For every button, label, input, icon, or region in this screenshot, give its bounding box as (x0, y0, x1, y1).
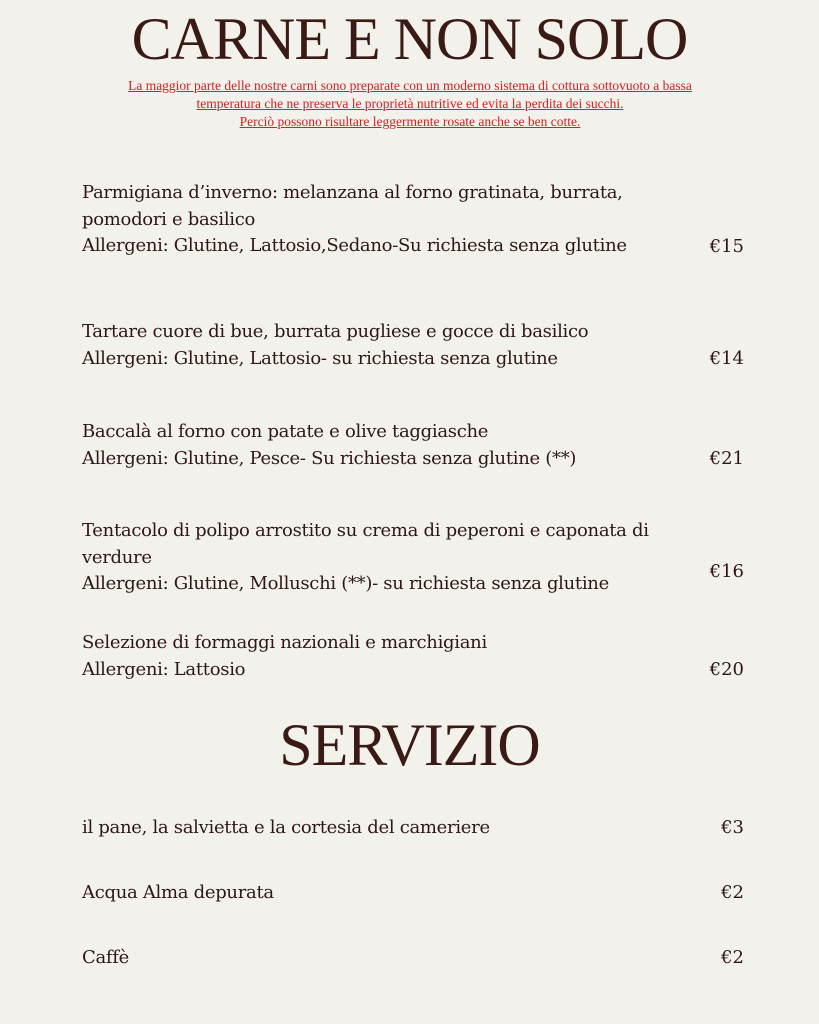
menu-item-description: Tentacolo di polipo arrostito su crema di peperoni e caponata di verdure (82, 520, 649, 568)
cooking-notice-note: Perciò possono risultare leggermente rosate anche se ben cotte. (239, 114, 581, 129)
service-item (82, 880, 682, 907)
service-item-label: Acqua Alma depurata (82, 882, 274, 903)
service-item-price: €2 (721, 947, 744, 968)
menu-item-allergens: Allergeni: Glutine, Molluschi (**)- su richiesta senza glutine (82, 573, 609, 594)
menu-item-price: €16 (709, 561, 744, 582)
menu-item (82, 518, 672, 598)
menu-item-price: €20 (709, 659, 744, 680)
menu-item-price: €15 (709, 236, 744, 257)
menu-item-description: Baccalà al forno con patate e olive taggiasche (82, 421, 489, 442)
service-item-label: il pane, la salvietta e la cortesia del cameriere (82, 817, 490, 838)
service-item-price: €3 (721, 817, 744, 838)
service-title: SERVIZIO (279, 712, 540, 778)
menu-item-allergens: Allergeni: Glutine, Lattosio- su richiesta senza glutine (82, 347, 558, 369)
menu-item (82, 630, 682, 683)
service-item-price: €2 (721, 882, 744, 903)
page-title: CARNE E NON SOLO (131, 6, 688, 72)
service-item-label: Caffè (82, 947, 129, 968)
cooking-notice-text: La maggior parte delle nostre carni sono preparate con un moderno sistema di cottura sottovuoto a bassa temperatura che ne preserva le proprietà nutritive ed evita la perdita dei succhi. (128, 78, 692, 111)
menu-item-price: €14 (709, 348, 744, 369)
menu-item-description: Selezione di formaggi nazionali e marchigiani (82, 632, 487, 653)
cooking-notice (95, 77, 725, 131)
menu-item (82, 319, 682, 372)
menu-item (82, 180, 642, 260)
menu-item-allergens: Allergeni: Lattosio (82, 658, 246, 680)
menu-item (82, 419, 682, 472)
menu-item-description: Tartare cuore di bue, burrata pugliese e gocce di basilico (82, 321, 589, 342)
service-item (82, 815, 682, 842)
service-item (82, 945, 682, 972)
menu-item-allergens: Allergeni: Glutine, Lattosio,Sedano-Su richiesta senza glutine (82, 235, 627, 256)
menu-item-price: €21 (709, 448, 744, 469)
menu-item-description: Parmigiana d’inverno: melanzana al forno gratinata, burrata, pomodori e basilico (82, 182, 623, 230)
menu-item-allergens: Allergeni: Glutine, Pesce- Su richiesta senza glutine (**) (82, 447, 577, 469)
